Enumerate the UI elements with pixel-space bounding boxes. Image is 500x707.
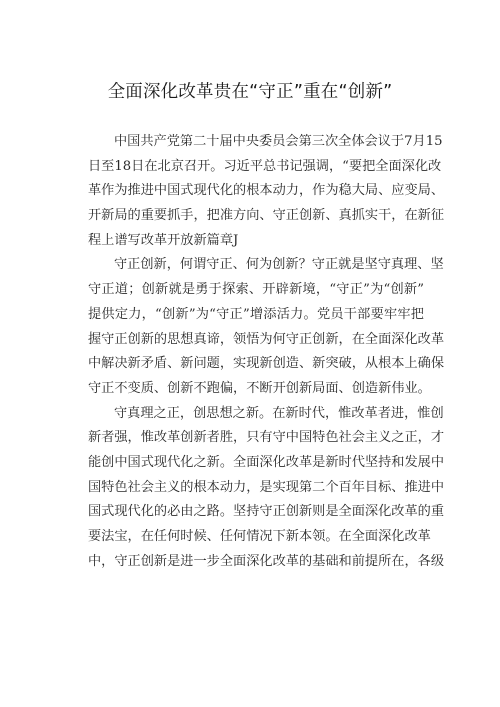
- text-line: 守正不变质、创新不跑偏，不断开创新局面、创造新伟业。: [88, 380, 431, 396]
- text-line: 国式现代化的必由之路。坚持守正创新则是全面深化改革的重: [88, 504, 445, 520]
- paragraph-2: [88, 253, 445, 401]
- text-line: 日至18日在北京召开。习近平总书记强调，“要把全面深化改: [88, 158, 442, 174]
- text-line: 革作为推进中国式现代化的根本动力，作为稳大局、应变局、: [88, 183, 445, 199]
- text-line: 中，守正创新是进一步全面深化改革的基础和前提所在，各级: [88, 553, 445, 569]
- text-line: 守正道；创新就是勇于探索、开辟新境，“守正”为“创新”: [88, 282, 424, 298]
- text-line: 握守正创新的思想真谛，领悟为何守正创新，在全面深化改革: [88, 331, 445, 347]
- text-line: 中国共产党第二十届中央委员会第三次全体会议于7月15: [114, 134, 443, 149]
- text-line: 新者强，惟改革创新者胜，只有守中国特色社会主义之正，才: [88, 430, 445, 446]
- text-line: 开新局的重要抓手，把准方向、守正创新、真抓实干，在新征: [88, 208, 445, 224]
- paragraph-3: [88, 402, 445, 575]
- text-line: 要法宝，在任何时候、任何情况下新本领。在全面深化改革: [88, 529, 431, 544]
- text-line: 守真理之正，创思想之新。在新时代，惟改革者进，惟创: [114, 405, 444, 421]
- text-line: 中解决新矛盾、新问题，实现新创造、新突破，从根本上确保: [88, 356, 445, 372]
- text-line: 程上谱写改革开放新篇章J: [88, 232, 239, 248]
- text-line: 能创中国式现代化之新。全面深化改革是新时代坚持和发展中: [88, 454, 445, 470]
- text-line: 守正创新，何谓守正、何为创新？守正就是坚守真理、坚: [114, 257, 444, 273]
- paragraph-1: [88, 130, 445, 253]
- document-body: [88, 130, 445, 574]
- document-title: 全面深化改革贵在“守正”重在“创新”: [107, 82, 393, 102]
- text-line: 提供定力，“创新”为“守正”增添活力。党员干部要牢牢把: [88, 306, 424, 322]
- text-line: 国特色社会主义的根本动力，是实现第二个百年目标、推进中: [88, 479, 445, 495]
